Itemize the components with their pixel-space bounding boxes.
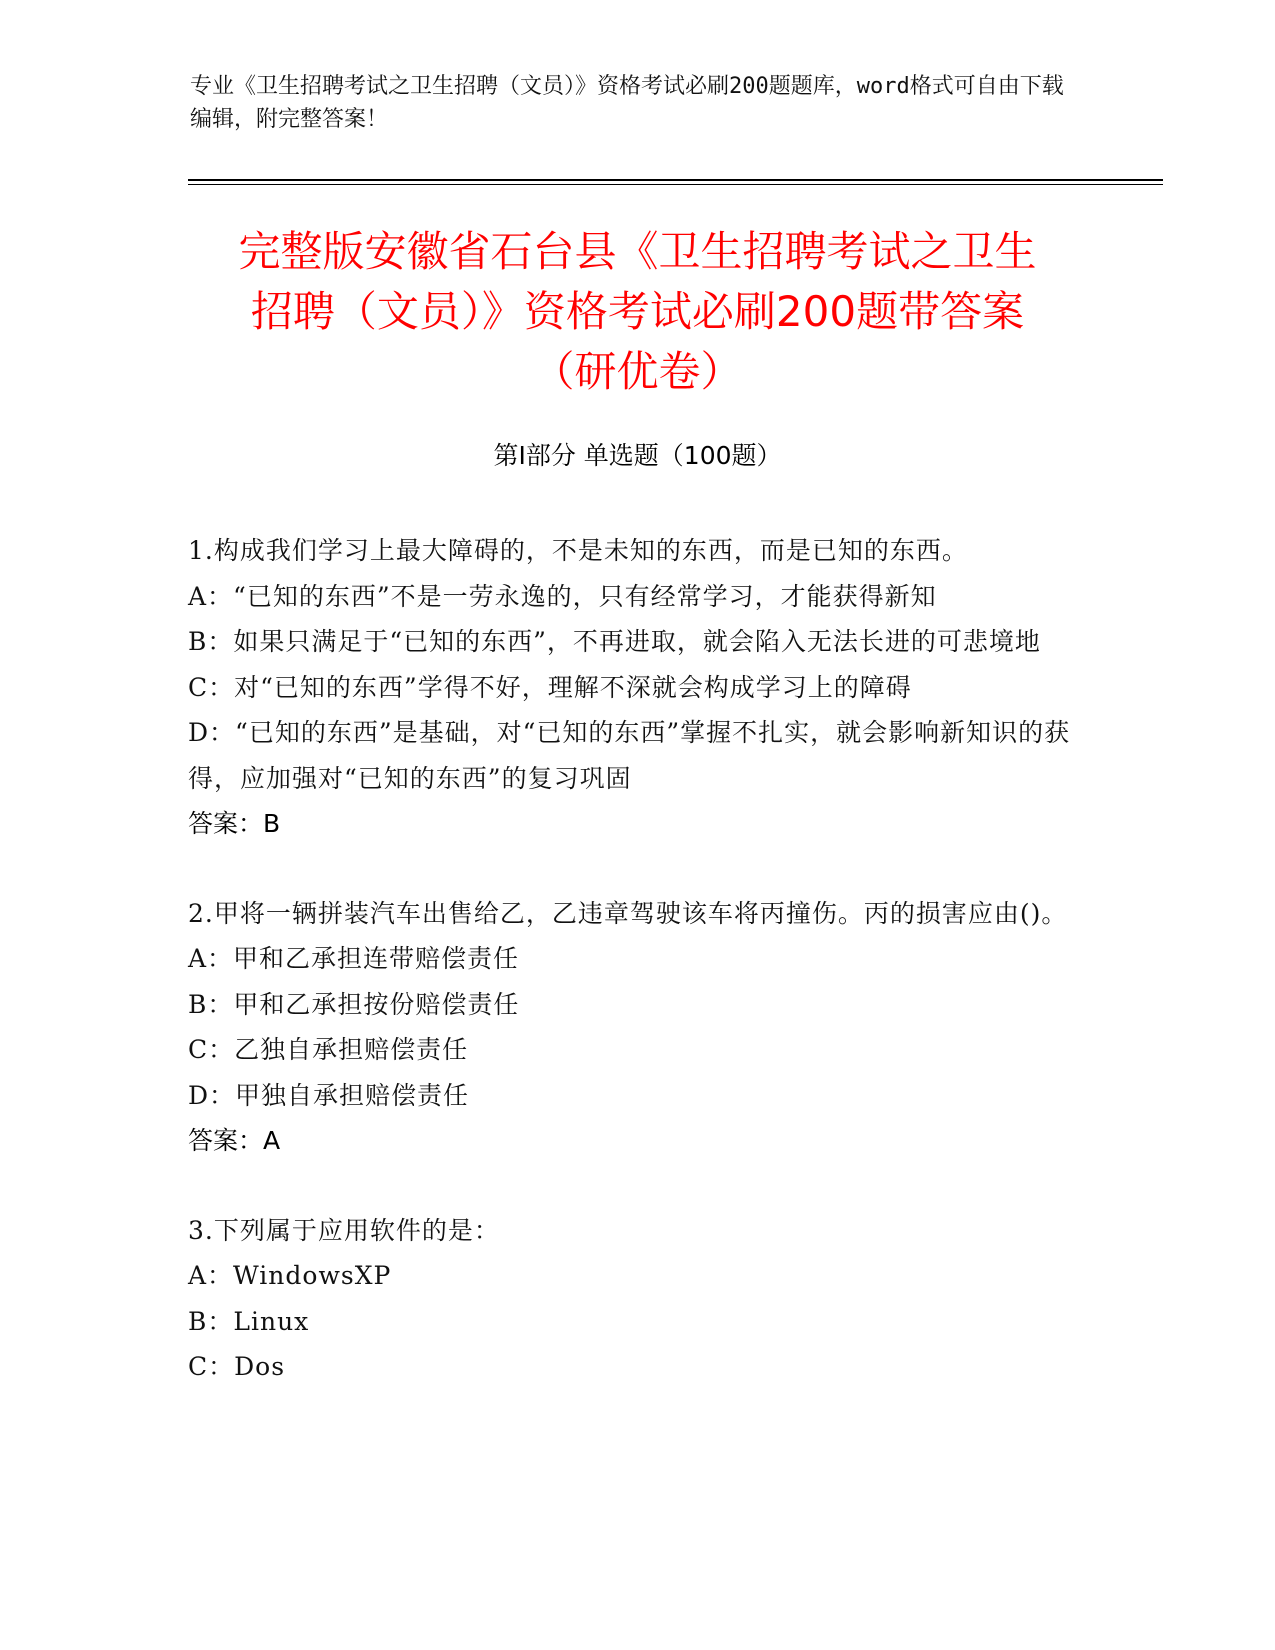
- title-line: 招聘（文员）》资格考试必刷200题带答案: [250, 287, 1025, 336]
- option-d: D：“已知的东西”是基础，对“已知的东西”掌握不扎实，就会影响新知识的获得，应加强对“已知的东西”的复习巩固: [188, 718, 1071, 793]
- question-item: [188, 528, 1088, 847]
- option-c: C：Dos: [188, 1352, 286, 1381]
- option-a: A：“已知的东西”不是一劳永逸的，只有经常学习，才能获得新知: [188, 581, 937, 611]
- section-heading: 第Ⅰ部分 单选题（100题）: [493, 441, 782, 470]
- header-divider: [188, 179, 1163, 181]
- question-text: 2.甲将一辆拼装汽车出售给乙，乙违章驾驶该车将丙撞伤。丙的损害应由()。: [188, 898, 1068, 928]
- question-list: [188, 528, 1088, 1434]
- document-title: [140, 222, 1135, 402]
- option-a: A：甲和乙承担连带赔偿责任: [188, 944, 520, 973]
- question-text: 3.下列属于应用软件的是：: [188, 1215, 500, 1245]
- option-d: D：甲独自承担赔偿责任: [188, 1080, 470, 1110]
- title-line: 完整版安徽省石台县《卫生招聘考试之卫生: [238, 227, 1037, 276]
- answer: 答案：A: [188, 1126, 281, 1155]
- option-c: C：对“已知的东西”学得不好，理解不深就会构成学习上的障碍: [188, 672, 912, 702]
- question-text: 1.构成我们学习上最大障碍的，不是未知的东西，而是已知的东西。: [188, 536, 968, 565]
- option-c: C：乙独自承担赔偿责任: [188, 1035, 469, 1064]
- header-divider-thin: [188, 184, 1163, 185]
- option-b: B：甲和乙承担按份赔偿责任: [188, 989, 520, 1019]
- option-b: B：Linux: [188, 1306, 310, 1336]
- header-note: 专业《卫生招聘考试之卫生招聘（文员）》资格考试必刷200题题库，word格式可自由下载编辑，附完整答案！: [190, 74, 1064, 132]
- option-b: B：如果只满足于“已知的东西”，不再进取，就会陷入无法长进的可悲境地: [188, 627, 1041, 656]
- option-a: A：WindowsXP: [188, 1261, 392, 1290]
- question-item: [188, 891, 1088, 1164]
- title-line: （研优卷）: [532, 347, 743, 396]
- question-item: [188, 1208, 1088, 1390]
- answer: 答案：B: [188, 809, 281, 838]
